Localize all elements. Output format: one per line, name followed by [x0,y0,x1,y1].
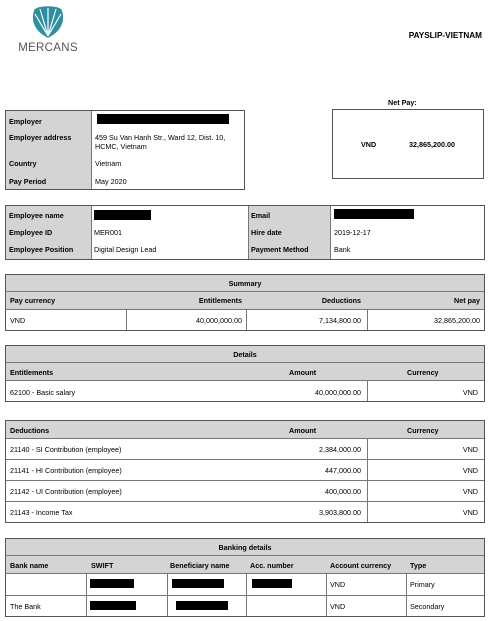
deduction-row-name: 21143 - Income Tax [10,508,73,517]
details-entitlements-table [5,345,485,402]
summary-table [5,274,485,331]
banking-header-bank: Bank name [10,561,49,570]
employer-address-1: 459 Su Van Hanh Str., Ward 12, Dist. 10, [95,133,226,142]
account-redacted [252,579,292,588]
beneficiary-redacted [172,579,224,588]
email-redacted [334,209,414,219]
summary-header-net-pay: Net pay [454,296,480,305]
net-pay-currency: VND [361,140,377,149]
summary-deductions: 7,134,800.00 [319,316,361,325]
bank-row-type: Secondary [410,602,445,611]
pay-period: May 2020 [95,177,127,186]
deduction-row-amount: 2,384,000.00 [319,445,361,454]
swift-redacted [90,579,134,588]
deduction-row-name: 21142 - UI Contribution (employee) [10,487,122,496]
net-pay-label: Net Pay: [388,98,417,107]
employer-country: Vietnam [95,159,122,168]
deductions-header-name: Deductions [10,426,50,435]
banking-header-account: Acc. number [250,561,294,570]
entitlement-row-currency: VND [462,388,478,397]
label-pay-period: Pay Period [9,177,47,186]
details-deductions-table [5,420,485,523]
hire-date: 2019-12-17 [334,228,371,237]
summary-entitlements: 40,000,000.00 [196,316,242,325]
employer-address-2: HCMC, Vietnam [95,142,147,151]
employee-name-redacted [94,210,151,220]
bank-row-type: Primary [410,580,435,589]
page-title: PAYSLIP-VIETNAM [408,31,482,40]
label-email: Email [251,211,271,220]
deduction-row-amount: 3,903,800.00 [319,508,361,517]
label-employee-position: Employee Position [9,245,74,254]
net-pay-box [332,109,484,179]
banking-header-currency: Account currency [330,561,392,570]
entitlements-header-currency: Currency [407,368,439,377]
summary-title: Summary [228,279,262,288]
banking-title: Banking details [218,543,272,552]
deduction-row-currency: VND [462,487,478,496]
summary-currency: VND [10,316,26,325]
company-logo [18,5,78,57]
employer-redacted [97,114,229,124]
logo-text: MERCANS [18,42,78,54]
deduction-row-name: 21140 - SI Contribution (employee) [10,445,122,454]
deduction-row-name: 21141 - HI Contribution (employee) [10,466,122,475]
label-country: Country [9,159,37,168]
label-employee-name: Employee name [9,211,64,220]
deduction-row-currency: VND [462,445,478,454]
entitlement-row-amount: 40,000,000.00 [315,388,361,397]
banking-table [5,538,485,617]
payment-method: Bank [334,245,351,254]
net-pay-amount: 32,865,200.00 [409,140,455,149]
beneficiary-redacted [176,601,228,610]
employee-position: Digital Design Lead [94,245,157,254]
banking-header-swift: SWIFT [91,561,114,570]
banking-header-beneficiary: Beneficiary name [170,561,230,570]
summary-header-currency: Pay currency [10,296,56,305]
deduction-row-amount: 400,000.00 [325,487,361,496]
deduction-row-currency: VND [462,466,478,475]
employee-id: MER001 [94,228,122,237]
summary-header-entitlements: Entitlements [198,296,242,305]
employee-box [5,205,485,260]
label-employer: Employer [9,117,42,126]
label-hire-date: Hire date [251,228,282,237]
entitlement-row-name: 62100 - Basic salary [10,388,76,397]
swift-redacted [90,601,136,610]
bank-row-currency: VND [330,602,346,611]
shell-logo-icon [18,5,78,39]
bank-row-currency: VND [330,580,346,589]
bank-row-bank: The Bank [10,602,41,611]
deductions-header-currency: Currency [407,426,439,435]
details-title: Details [233,350,257,359]
entitlements-header-amount: Amount [289,368,317,377]
deduction-row-currency: VND [462,508,478,517]
deductions-header-amount: Amount [289,426,317,435]
label-employee-id: Employee ID [9,228,53,237]
employer-box [5,110,245,190]
label-payment-method: Payment Method [251,245,309,254]
banking-header-type: Type [410,561,427,570]
entitlements-header-name: Entitlements [10,368,54,377]
summary-header-deductions: Deductions [321,296,361,305]
label-employer-address: Employer address [9,133,72,142]
summary-net-pay: 32,865,200.00 [434,316,480,325]
deduction-row-amount: 447,000.00 [325,466,361,475]
